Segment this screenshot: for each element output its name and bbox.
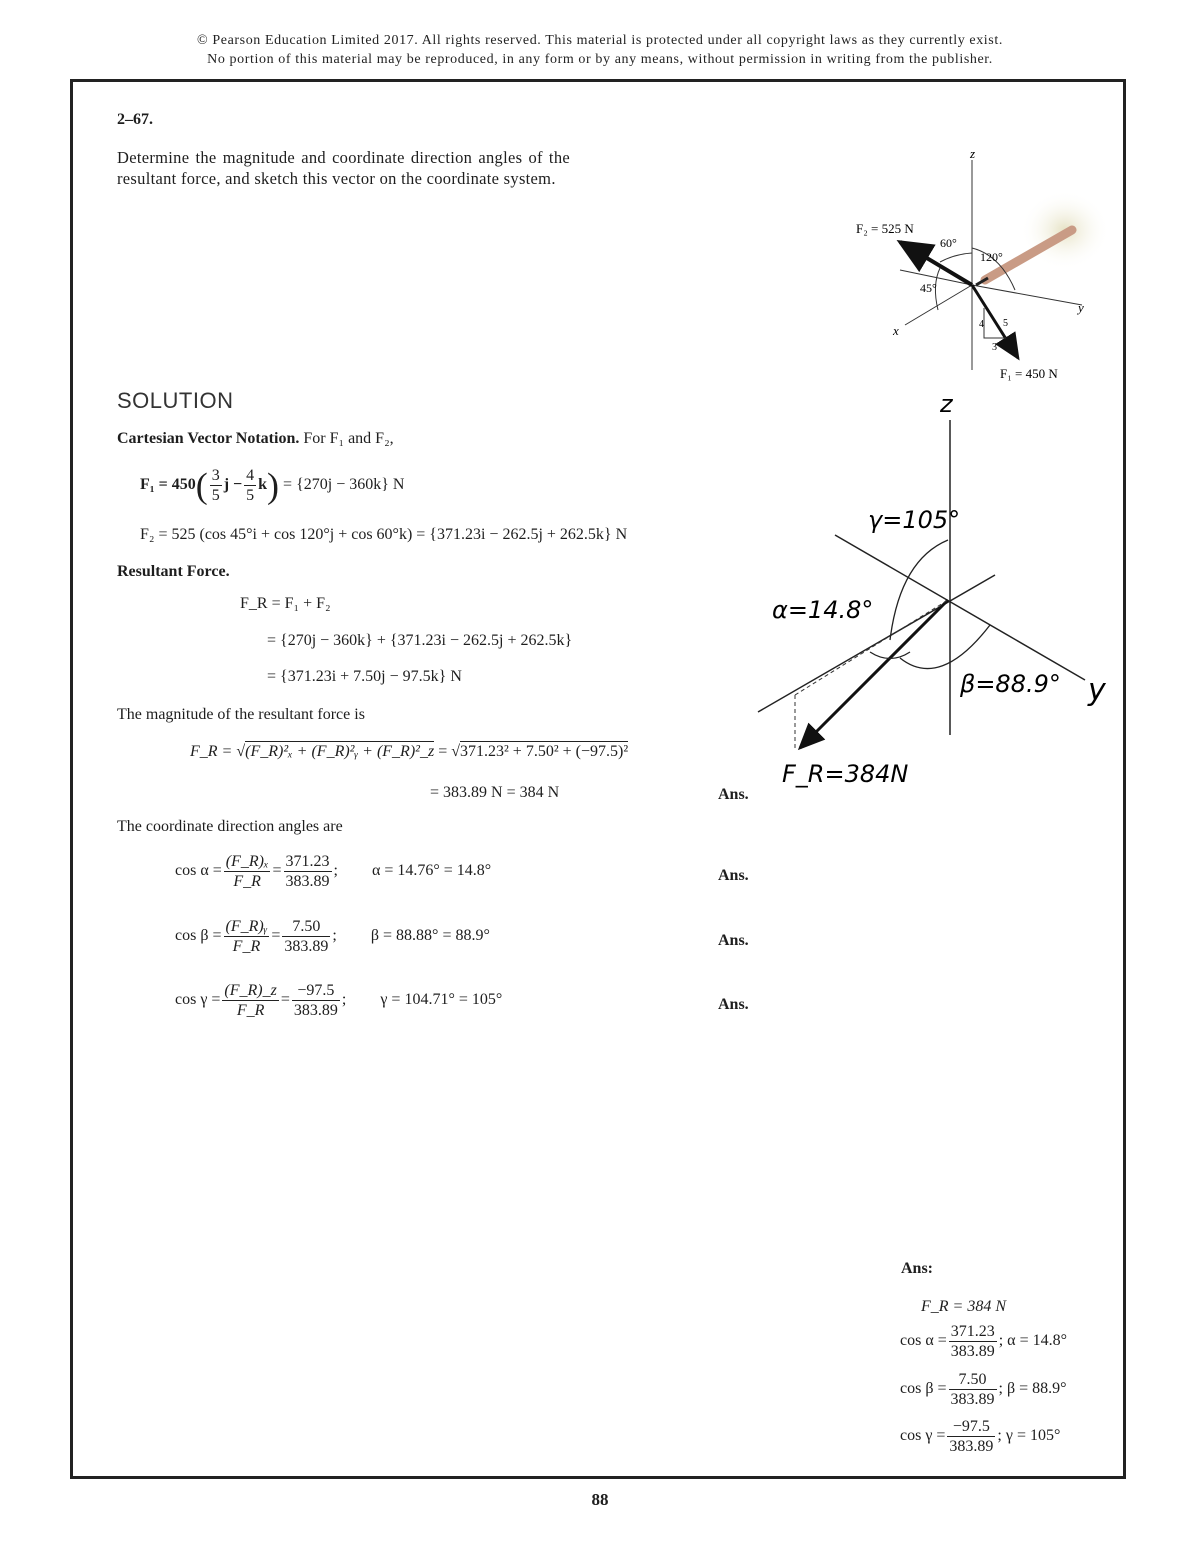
paren-open: ( (195, 465, 208, 506)
ans-label-gamma: Ans. (718, 996, 749, 1013)
magnitude-sqrt-2: 371.23² + 7.50² + (−97.5)² (460, 743, 629, 760)
answer-title: Ans: (901, 1260, 934, 1277)
gamma-result: γ = 104.71° = 105° (380, 991, 503, 1009)
frac-den: 383.89 (950, 1391, 995, 1408)
frac-den: 383.89 (285, 873, 330, 890)
sketch-fr-label: F_R=384N (782, 760, 909, 788)
fig-angle-60: 60° (940, 236, 957, 250)
sketch-z-label: z (940, 390, 953, 418)
ans-label-beta: Ans. (718, 932, 749, 949)
cartesian-title: Cartesian Vector Notation. (117, 430, 300, 447)
beta-frac-2 (282, 917, 330, 956)
frac-num: −97.5 (292, 981, 340, 1001)
beta-frac-1 (224, 917, 270, 956)
ans-label-magnitude: Ans. (718, 786, 749, 803)
sqrt-sign-1: √ (236, 743, 246, 760)
angles-intro: The coordinate direction angles are (117, 818, 343, 835)
gamma-frac-2 (292, 981, 340, 1020)
answer-fr: F_R = 384 N (921, 1298, 1007, 1315)
answer-gamma-frac (947, 1417, 995, 1456)
resultant-title: Resultant Force. (117, 563, 230, 580)
sketch-alpha-label: α=14.8° (772, 596, 874, 624)
fig-angle-45: 45° (920, 281, 937, 295)
answer-alpha (900, 1322, 1067, 1361)
copyright-line-1: © Pearson Education Limited 2017. All rights reserved. This material is protected under all copyright laws as they currently exist. (197, 33, 1003, 48)
frac-num: 7.50 (949, 1370, 997, 1390)
frac-num: 3 (211, 467, 220, 484)
frac-num: (F_R)ᵧ (225, 918, 268, 935)
magnitude-lhs: F_R = (190, 743, 233, 760)
fr-line-2: = {270j − 360k} + {371.23i − 262.5j + 262.5k} (267, 632, 573, 649)
answer-cos-alpha: cos α = (900, 1332, 947, 1350)
frac-num: (F_R)ₓ (225, 853, 269, 870)
cos-alpha: cos α = (175, 862, 222, 880)
answer-gamma (900, 1417, 1060, 1456)
paren-close: ) (267, 465, 280, 506)
page-number: 88 (591, 1490, 609, 1509)
frac-den: 383.89 (949, 1438, 994, 1455)
magnitude-result: = 383.89 N = 384 N (430, 784, 560, 801)
f2-vector (900, 242, 972, 285)
f1-frac-1 (210, 466, 222, 505)
f1-j: j − (223, 476, 243, 494)
magnitude-sqrt-1: (F_R)²ₓ + (F_R)²ᵧ + (F_R)²_z (245, 743, 435, 760)
answer-beta-frac (949, 1370, 997, 1409)
fig-y-label: y (1078, 300, 1084, 315)
cartesian-intro: For F₁ and F₂, (303, 430, 394, 447)
gamma-equation: cos γ = $\frac{(F\_R)\_z}{F\_R}$ = $\frac{-97.5}{383.89}$ ; γ = 104.71° = 105° (175, 982, 503, 1019)
frac-num: (F_R)_z (224, 982, 277, 999)
arc-60 (940, 253, 972, 262)
fig-z-label: z (970, 146, 976, 161)
problem-number: 2–67. (117, 111, 153, 128)
frac-den: F_R (233, 873, 261, 890)
frac-den: F_R (232, 938, 261, 955)
solution-heading: SOLUTION (117, 388, 234, 413)
frac-den: 383.89 (293, 1002, 338, 1019)
resultant-sketch (750, 390, 1120, 800)
magnitude-eq: = (438, 743, 448, 760)
sketch-gamma-label: γ=105° (868, 506, 961, 534)
frac-den: 383.89 (950, 1343, 995, 1360)
problem-figure (750, 140, 1120, 400)
frac-num: 7.50 (282, 917, 330, 937)
cos-gamma: cos γ = (175, 991, 221, 1009)
answer-cos-gamma: cos γ = (900, 1427, 946, 1445)
alpha-frac-2 (284, 852, 332, 891)
magnitude-intro: The magnitude of the resultant force is (117, 706, 365, 723)
copyright-line-2: No portion of this material may be reproduced, in any form or by any means, without permission in writing from the publisher. (207, 52, 993, 67)
frac-den: 383.89 (284, 938, 329, 955)
fig-f1-label: F₁ = 450 N (1000, 366, 1058, 381)
ans-label-alpha: Ans. (718, 867, 749, 884)
x-axis (905, 285, 972, 325)
cartesian-line (117, 430, 394, 448)
f1-rhs: = {270j − 360k} N (283, 476, 405, 494)
alpha-result: α = 14.76° = 14.8° (371, 862, 492, 880)
fr-line-3: = {371.23i + 7.50j − 97.5k} N (267, 668, 462, 685)
magnitude-equation (190, 743, 628, 761)
f1-equation (140, 466, 404, 505)
fig-f2-label: F₂ = 525 N (856, 221, 914, 236)
sketch-y-label: y (1088, 673, 1106, 708)
answer-alpha-val: ; α = 14.8° (998, 1332, 1067, 1350)
answer-beta-val: ; β = 88.9° (998, 1380, 1067, 1398)
frac-den: F_R (236, 1002, 265, 1019)
answer-alpha-frac (949, 1322, 997, 1361)
sketch-arc-gamma (890, 540, 948, 640)
alpha-equation: cos α = $\frac{\text{(F\_R)ₓ}}{F\_R}$ = $\frac{371.23}{383.89}$ ; α = 14.76° = 14.8° (175, 853, 492, 890)
frac-num: 371.23 (285, 853, 330, 870)
sketch-arc-beta (900, 625, 990, 669)
frac-num: 371.23 (950, 1323, 995, 1340)
frac-num: −97.5 (947, 1417, 995, 1437)
answer-beta (900, 1370, 1067, 1409)
fig-tri-3: 3 (992, 342, 997, 353)
problem-statement: Determine the magnitude and coordinate direction angles of the resultant force, and sketch this vector on the coordinate system. (117, 148, 570, 188)
beta-result: β = 88.88° = 88.9° (370, 927, 490, 945)
gamma-frac-1 (222, 981, 278, 1020)
f1-lhs: F₁ = 450 (140, 476, 196, 494)
f1-k: k (258, 476, 268, 494)
answer-gamma-val: ; γ = 105° (997, 1427, 1061, 1445)
alpha-frac-1 (224, 852, 271, 891)
sqrt-sign-2: √ (451, 743, 460, 760)
frac-den: 5 (246, 487, 255, 504)
frac-num: 4 (246, 467, 255, 484)
f1-frac-2 (244, 466, 256, 505)
sketch-beta-label: β=88.9° (960, 670, 1061, 698)
fig-x-label: x (893, 323, 899, 338)
fig-angle-120: 120° (980, 250, 1003, 264)
answer-cos-beta: cos β = (900, 1380, 947, 1398)
y-axis (972, 285, 1082, 305)
beta-equation: cos β = $\frac{\text{(F\_R)ᵧ}}{F\_R}$ = $\frac{7.50}{383.89}$ ; β = 88.88° = 88.9° (175, 918, 490, 955)
fig-tri-5: 5 (1003, 318, 1008, 329)
fr-line-1: F_R = F₁ + F₂ (240, 595, 331, 612)
cos-beta: cos β = (175, 927, 222, 945)
fig-tri-4: 4 (979, 319, 984, 330)
f2-equation: F₂ = 525 (cos 45°i + cos 120°j + cos 60°k) = {371.23i − 262.5j + 262.5k} N (140, 526, 628, 543)
frac-den: 5 (211, 487, 220, 504)
